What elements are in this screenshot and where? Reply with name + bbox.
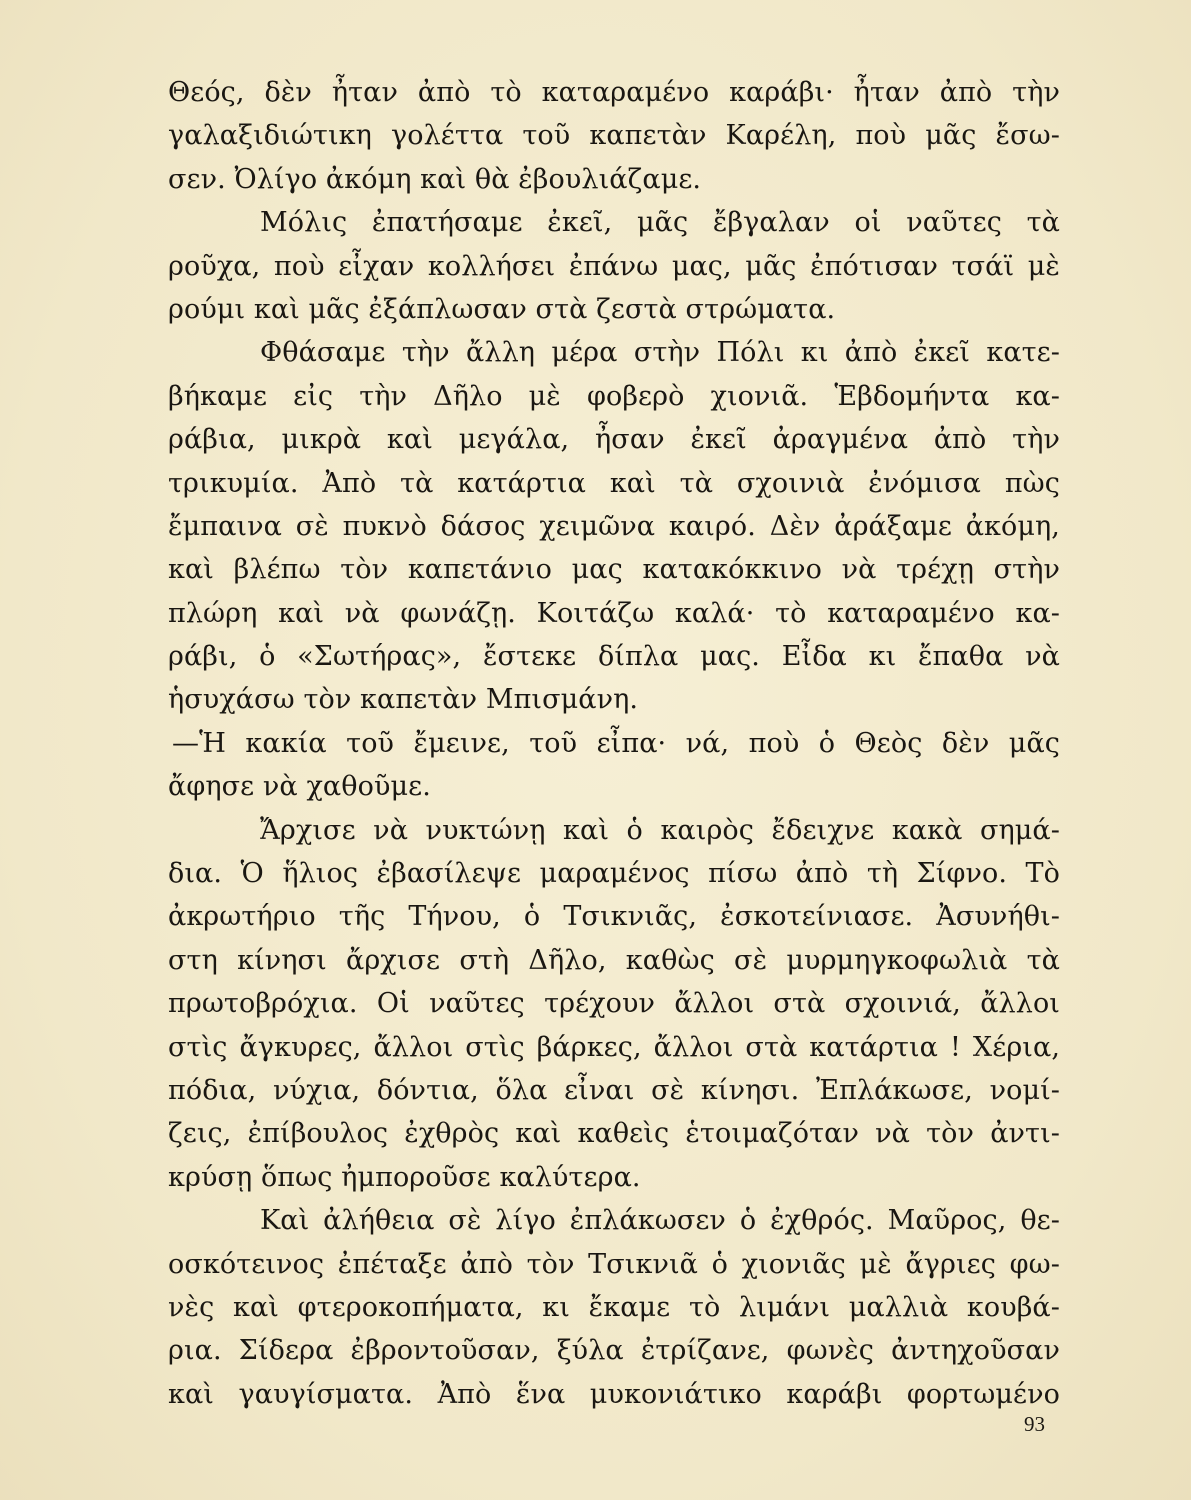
text-line: πλώρη καὶ νὰ φωνάζῃ. Κοιτάζω καλά· τὸ καταραμένο κα- <box>168 597 1060 629</box>
text-line: Θεός, δὲν ἦταν ἀπὸ τὸ καταραμένο καράβι· ἦταν ἀπὸ τὴν <box>168 77 1060 108</box>
text-line: οσκότεινος ἐπέταξε ἀπὸ τὸν Τσικνιᾶ ὁ χιονιᾶς μὲ ἄγριες φω- <box>168 1248 1060 1280</box>
paragraph-start-line: Μόλις ἐπατήσαμε ἐκεῖ, μᾶς ἔβγαλαν οἱ ναῦτες τὰ <box>260 207 1060 239</box>
text-line: ἡσυχάσω τὸν καπετὰν Μπισμάνη. <box>168 684 639 716</box>
text-line: σεν. Ὀλίγο ἀκόμη καὶ θὰ ἐβουλιάζαμε. <box>168 163 702 195</box>
text-line: ἀκρωτήριο τῆς Τήνου, ὁ Τσικνιᾶς, ἐσκοτείνιασε. Ἀσυνήθι- <box>168 901 1060 933</box>
page-number: 93 <box>1024 1412 1045 1436</box>
text-line: ρια. Σίδερα ἐβροντοῦσαν, ξύλα ἐτρίζανε, φωνὲς ἀντηχοῦσαν <box>168 1335 1060 1367</box>
text-line: καὶ γαυγίσματα. Ἀπὸ ἕνα μυκονιάτικο καράβι φορτωμένο <box>168 1378 1060 1410</box>
text-line: στη κίνησι ἄρχισε στὴ Δῆλο, καθὼς σὲ μυρμηγκοφωλιὰ τὰ <box>168 944 1060 976</box>
text-line: ράβια, μικρὰ καὶ μεγάλα, ἦσαν ἐκεῖ ἀραγμένα ἀπὸ τὴν <box>168 424 1060 456</box>
text-line: καὶ βλέπω τὸν καπετάνιο μας κατακόκκινο νὰ τρέχῃ στὴν <box>168 554 1060 586</box>
paragraph-start-line: Φθάσαμε τὴν ἄλλη μέρα στὴν Πόλι κι ἀπὸ ἐκεῖ κατε- <box>260 337 1060 369</box>
text-line: στὶς ἄγκυρες, ἄλλοι στὶς βάρκες, ἄλλοι στὰ κατάρτια ! Χέρια, <box>168 1031 1060 1063</box>
body-text <box>168 71 1060 1416</box>
text-line: βήκαμε εἰς τὴν Δῆλο μὲ φοβερὸ χιονιᾶ. Ἑβδομήντα κα- <box>168 380 1060 412</box>
text-line: νὲς καὶ φτεροκοπήματα, κι ἔκαμε τὸ λιμάνι μαλλιὰ κουβά- <box>168 1291 1060 1323</box>
paragraph-start-line: Καὶ ἀλήθεια σὲ λίγο ἐπλάκωσεν ὁ ἐχθρός. Μαῦρος, θε- <box>260 1205 1060 1237</box>
paragraph-start-line: Ἄρχισε νὰ νυκτώνῃ καὶ ὁ καιρὸς ἔδειχνε κακὰ σημά- <box>260 814 1060 846</box>
text-line: πρωτοβρόχια. Οἱ ναῦτες τρέχουν ἄλλοι στὰ σχοινιά, ἄλλοι <box>168 988 1060 1020</box>
text-line: ράβι, ὁ «Σωτήρας», ἔστεκε δίπλα μας. Εἶδα κι ἔπαθα νὰ <box>168 641 1060 673</box>
dialogue-line: —Ἡ κακία τοῦ ἔμεινε, τοῦ εἶπα· νά, ποὺ ὁ Θεὸς δὲν μᾶς <box>172 727 1060 759</box>
text-line: ἔμπαινα σὲ πυκνὸ δάσος χειμῶνα καιρό. Δὲν ἀράξαμε ἀκόμη, <box>168 510 1060 542</box>
text-line: πόδια, νύχια, δόντια, ὅλα εἶναι σὲ κίνησι. Ἐπλάκωσε, νομί- <box>168 1074 1060 1106</box>
text-line: κρύσῃ ὅπως ἠμποροῦσε καλύτερα. <box>168 1161 641 1193</box>
text-line: δια. Ὁ ἥλιος ἐβασίλεψε μαραμένος πίσω ἀπὸ τὴ Σίφνο. Τὸ <box>168 858 1060 890</box>
text-line: ρούμι καὶ μᾶς ἐξάπλωσαν στὰ ζεστὰ στρώματα. <box>168 293 836 325</box>
text-line: ζεις, ἐπίβουλος ἐχθρὸς καὶ καθεὶς ἑτοιμαζόταν νὰ τὸν ἀντι- <box>168 1118 1060 1150</box>
text-line: ροῦχα, ποὺ εἶχαν κολλήσει ἐπάνω μας, μᾶς ἐπότισαν τσάϊ μὲ <box>168 250 1060 282</box>
text-line: γαλαξιδιώτικη γολέττα τοῦ καπετὰν Καρέλη, ποὺ μᾶς ἔσω- <box>168 120 1060 152</box>
text-line: τρικυμία. Ἀπὸ τὰ κατάρτια καὶ τὰ σχοινιὰ ἐνόμισα πὼς <box>168 467 1060 499</box>
text-line: ἄφησε νὰ χαθοῦμε. <box>168 771 431 803</box>
